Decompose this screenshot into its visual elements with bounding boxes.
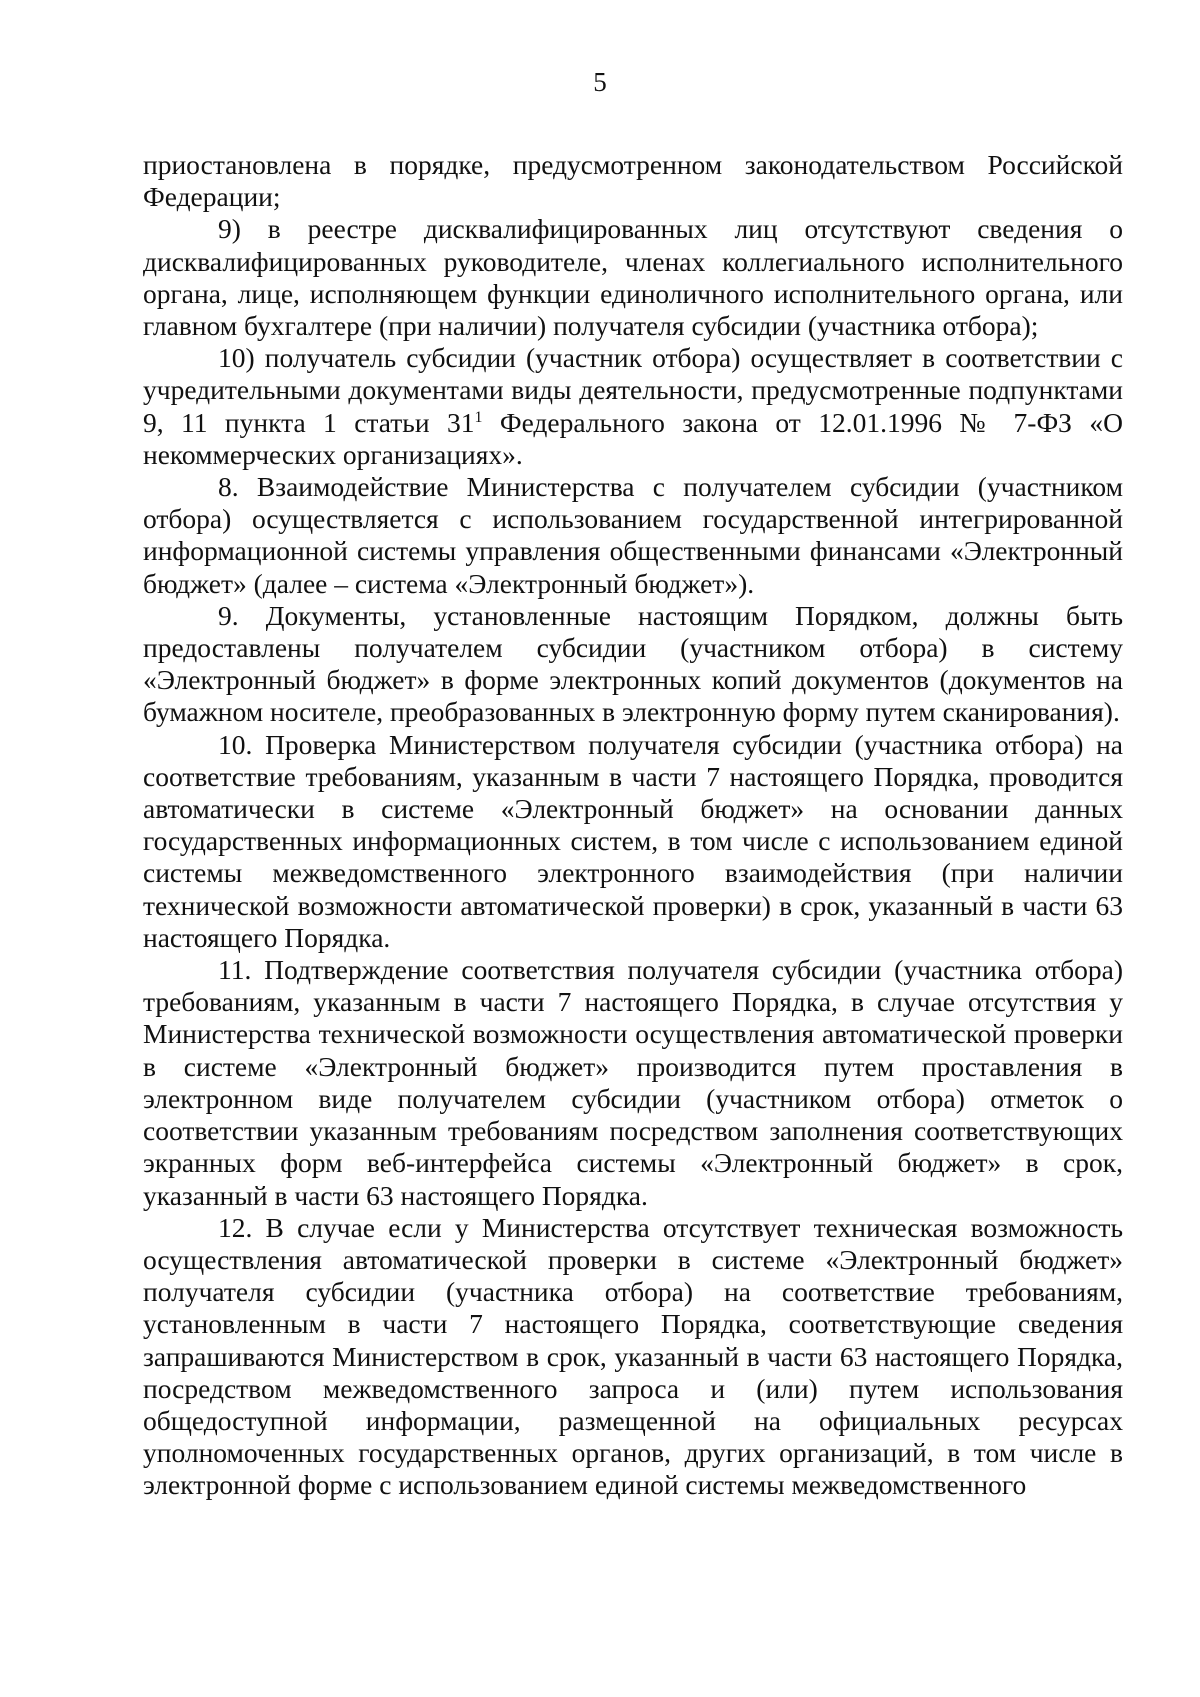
paragraph-item-10-text-start: 10) получатель субсидии (участник отбора) осуществляет в соответствии с учредительными документами виды деятельности, предусмотренные подпунктами 9, 11 пункта 1 статьи 31 [143, 342, 1123, 438]
paragraph-section-8: 8. Взаимодействие Министерства с получателем субсидии (участником отбора) осуществляется с использованием государственной интегрированной информационной системы управления общественными финансами «Электронный бюджет» (далее – система «Электронный бюджет»). [143, 471, 1123, 599]
page-number: 5 [593, 67, 607, 97]
paragraph-item-10 [143, 342, 1123, 471]
paragraph-item-10-text-end: Федерального закона от 12.01.1996 № 7-ФЗ «О некоммерческих организациях». [143, 406, 1123, 470]
superscript-article-index: 1 [474, 408, 483, 426]
paragraph-section-11: 11. Подтверждение соответствия получателя субсидии (участника отбора) требованиям, указанным в части 7 настоящего Порядка, в случае отсутствия у Министерства технической возможности осуществления автоматической проверки в системе «Электронный бюджет» производится путем проставления в электронном виде получателем субсидии (участником отбора) отметок о соответствии указанным требованиям посредством заполнения соответствующих экранных форм веб-интерфейса системы «Электронный бюджет» в срок, указанный в части 63 настоящего Порядка. [143, 954, 1123, 1211]
paragraph-item-9: 9) в реестре дисквалифицированных лиц отсутствуют сведения о дисквалифицированных руководителе, членах коллегиального исполнительного органа, лице, исполняющем функции единоличного исполнительного органа, или главном бухгалтере (при наличии) получателя субсидии (участника отбора); [143, 213, 1123, 342]
document-body [143, 149, 1123, 1502]
paragraph-section-10: 10. Проверка Министерством получателя субсидии (участника отбора) на соответствие требованиям, указанным в части 7 настоящего Порядка, проводится автоматически в системе «Электронный бюджет» на основании данных государственных информационных систем, в том числе с использованием единой системы межведомственного электронного взаимодействия (при наличии технической возможности автоматической проверки) в срок, указанный в части 63 настоящего Порядка. [143, 728, 1123, 953]
paragraph-section-9: 9. Документы, установленные настоящим Порядком, должны быть предоставлены получателем субсидии (участником отбора) в систему «Электронный бюджет» в форме электронных копий документов (документов на бумажном носителе, преобразованных в электронную форму путем сканирования). [143, 599, 1123, 728]
paragraph-continuation: приостановлена в порядке, предусмотренном законодательством Российской Федерации; [143, 149, 1123, 213]
paragraph-section-12: 12. В случае если у Министерства отсутствует техническая возможность осуществления автоматической проверки в системе «Электронный бюджет» получателя субсидии (участника отбора) на соответствие требованиям, установленным в части 7 настоящего Порядка, соответствующие сведения запрашиваются Министерством в срок, указанный в части 63 настоящего Порядка, посредством межведомственного запроса и (или) путем использования общедоступной информации, размещенной на официальных ресурсах уполномоченных государственных органов, других организаций, в том числе в электронной форме с использованием единой системы межведомственного [143, 1211, 1123, 1501]
